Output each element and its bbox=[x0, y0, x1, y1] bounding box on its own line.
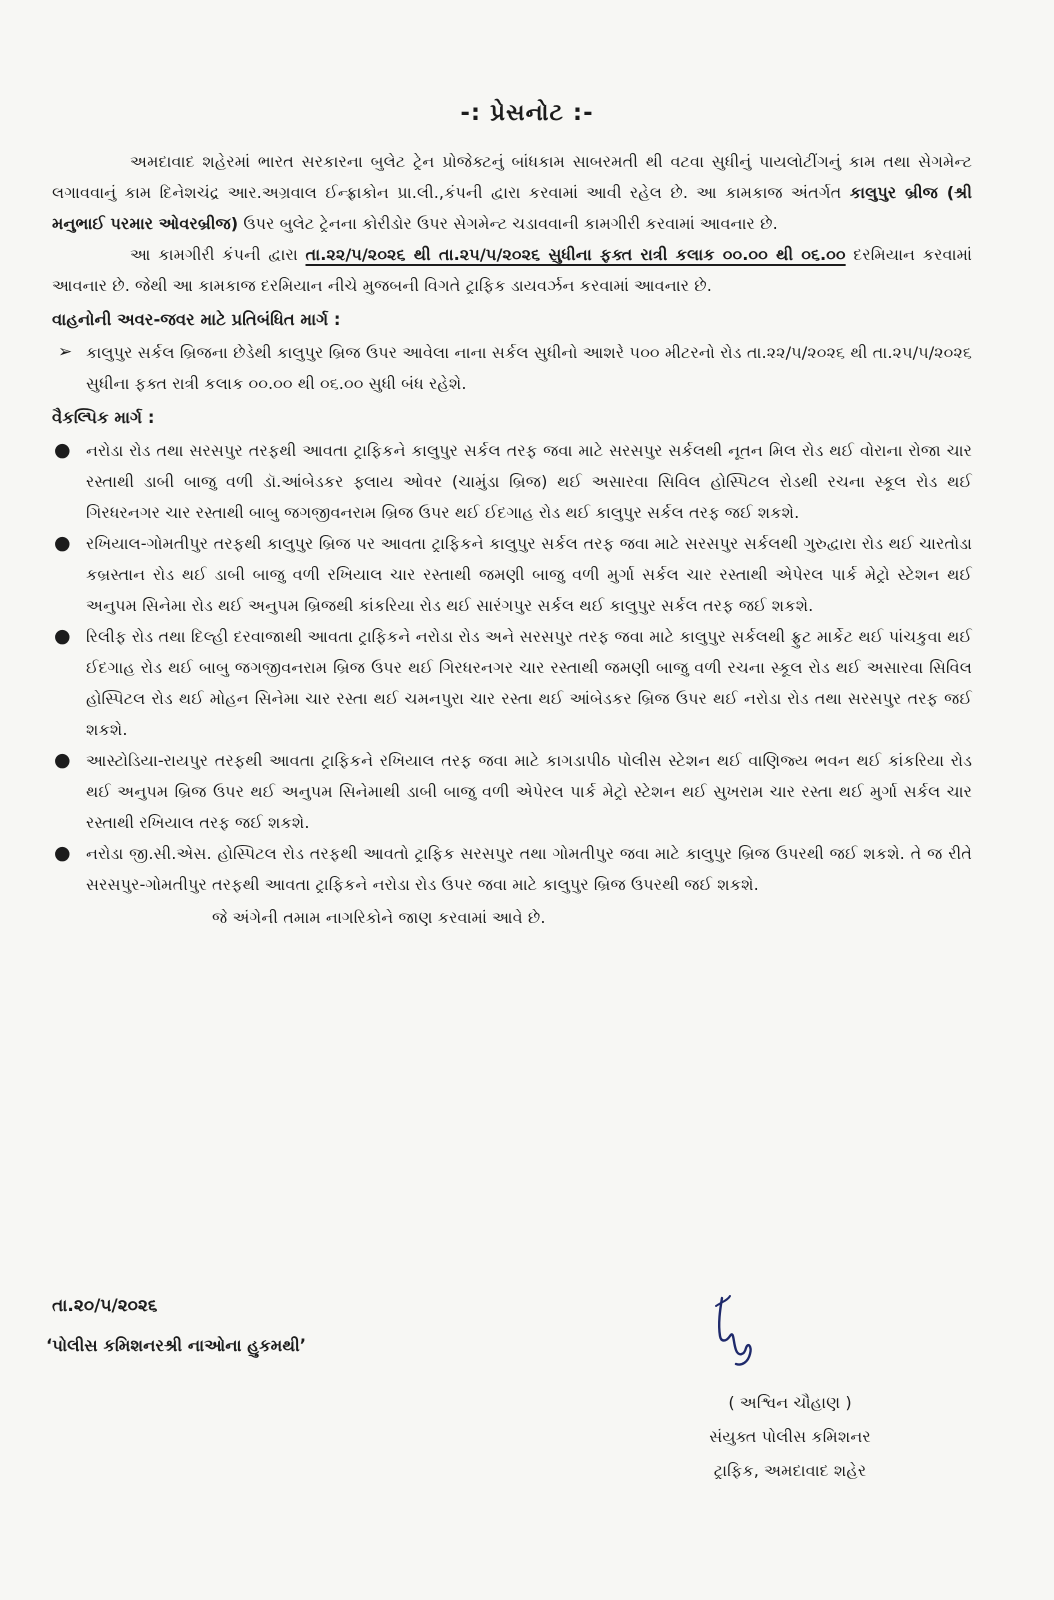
alternate-route-text: રિલીફ રોડ તથા દિલ્હી દરવાજાથી આવતા ટ્રાફિકને નરોડા રોડ અને સરસપુર તરફ જવા માટે કાલુપુર સર્કલથી ફ્રુટ માર્કેટ થઈ પાંચકુવા થઈ ઈદગાહ રોડ થઈ બાબુ જગજીવનરામ બ્રિજ ઉપર થઈ ગિરધરનગર ચાર રસ્તાથી જમણી બાજુ વળી રચના સ્કૂલ રોડ થઈ અસારવા સિવિલ હોસ્પિટલ રોડ થઈ મોહન સિનેમા ચાર રસ્તા થઈ ચમનપુરા ચાર રસ્તા થઈ આંબેડકર બ્રિજ ઉપર થઈ નરોડા રોડ તથા સરસપુર તરફ જઈ શકશે. bbox=[86, 627, 972, 739]
authority-order-line: ‘પોલીસ કમિશનરશ્રી નાઓના હુકમથી’ bbox=[46, 1336, 306, 1355]
list-item bbox=[52, 838, 972, 900]
bullet-dot-icon: ● bbox=[54, 532, 71, 554]
alternate-route-text: રખિયાલ-ગોમતીપુર તરફથી કાલુપુર બ્રિજ પર આવતા ટ્રાફિકને કાલુપુર સર્કલ તરફ જવા માટે સરસપુર સર્કલથી ગુરુદ્વારા રોડ થઈ ચારતોડા કબ્રસ્તાન રોડ થઈ ડાબી બાજુ વળી રખિયાલ ચાર રસ્તાથી જમણી બાજુ વળી મુર્ગા સર્કલ ચાર રસ્તાથી એપેરલ પાર્ક મેટ્રો સ્ટેશન થઈ અનુપમ સિનેમા રોડ થઈ અનુપમ બ્રિજથી કાંકરિયા રોડ થઈ સારંગપુર સર્કલ થઈ કાલુપુર સર્કલ તરફ જઈ શકશે. bbox=[86, 534, 972, 615]
intro-text-a: અમદાવાદ શહેરમાં ભારત સરકારના બુલેટ ટ્રેન પ્રોજેક્ટનું બાંધકામ સાબરમતી થી વટવા સુધીનું પાયલોટીંગનું કામ તથા સેગમેન્ટ લગાવવાનું કામ દિનેશચંદ્ર આર.અગ્રવાલ ઈન્ફ્રાકોન પ્રા.લી.,કંપની દ્વારા કરવામાં આવી રહેલ છે. આ કામકાજ અંતર્ગત bbox=[52, 152, 972, 202]
alternate-route-text: નરોડા રોડ તથા સરસપુર તરફથી આવતા ટ્રાફિકને કાલુપુર સર્કલ તરફ જવા માટે સરસપુર સર્કલથી નૂતન મિલ રોડ થઈ વોરાના રોજા ચાર રસ્તાથી ડાબી બાજુ વળી ડૉ.આંબેડકર ફ્લાય ઓવર (ચામુંડા બ્રિજ) થઈ અસારવા સિવિલ હોસ્પિટલ રોડથી રચના સ્કૂલ રોડ થઈ ગિરધરનગર ચાર રસ્તાથી બાબુ જગજીવનરામ બ્રિજ ઉપર થઈ ઈદગાહ રોડ થઈ કાલુપુર સર્કલ તરફ જઈ શકશે. bbox=[86, 441, 972, 522]
restricted-route-heading: વાહનોની અવર-જવર માટે પ્રતિબંધિત માર્ગ : bbox=[52, 310, 341, 329]
intro-paragraph bbox=[52, 146, 972, 239]
restricted-route-text: કાલુપુર સર્કલ બ્રિજના છેડેથી કાલુપુર બ્રિજ ઉપર આવેલા નાના સર્કલ સુધીનો આશરે ૫૦૦ મીટરનો રોડ તા.૨૨/૫/૨૦૨૬ થી તા.૨૫/૫/૨૦૨૬ સુધીના ફક્ત રાત્રી કલાક ૦૦.૦૦ થી ૦૬.૦૦ સુધી બંધ રહેશે. bbox=[86, 343, 972, 393]
closing-line: જે અંગેની તમામ નાગરિકોને જાણ કરવામાં આવે છે. bbox=[212, 908, 546, 927]
bullet-dot-icon: ● bbox=[54, 842, 71, 864]
bullet-dot-icon: ● bbox=[54, 439, 71, 461]
bullet-dot-icon: ● bbox=[54, 625, 71, 647]
issue-date: તા.૨૦/૫/૨૦૨૬ bbox=[52, 1296, 158, 1316]
signatory-name: ( અશ્વિન ચૌહાણ ) bbox=[728, 1393, 852, 1412]
alternate-route-text: નરોડા જી.સી.એસ. હોસ્પિટલ રોડ તરફથી આવતો ટ્રાફિક સરસપુર તથા ગોમતીપુર જવા માટે કાલુપુર બ્રિજ ઉપરથી જઈ શકશે. તે જ રીતે સરસપુર-ગોમતીપુર તરફથી આવતા ટ્રાફિકને નરોડા રોડ ઉપર જવા માટે કાલુપુર બ્રિજ ઉપરથી જઈ શકશે. bbox=[86, 844, 972, 894]
page-title: -: પ્રેસનોટ :- bbox=[460, 100, 594, 126]
signatory-designation: સંયુક્ત પોલીસ કમિશનર bbox=[709, 1427, 871, 1446]
intro-text-b: ઉપર બુલેટ ટ્રેનના કોરીડોર ઉપર સેગમેન્ટ ચડાવવાની કામગીરી કરવામાં આવનાર છે. bbox=[238, 214, 778, 233]
schedule-text-a: આ કામગીરી કંપની દ્વારા bbox=[130, 245, 306, 264]
restricted-route-list bbox=[52, 337, 972, 399]
signatory-block bbox=[640, 1386, 940, 1488]
list-item bbox=[52, 745, 972, 838]
press-note-body bbox=[52, 146, 972, 933]
list-item bbox=[52, 435, 972, 528]
schedule-text-b: દરમિયાન કરવામાં આવનાર છે. જેથી આ કામકાજ દરમિયાન નીચે મુજબની વિગતે ટ્રાફિક ડાયવર્ઝન કરવામાં આવનાર છે. bbox=[52, 245, 972, 295]
schedule-dates: તા.૨૨/૫/૨૦૨૬ થી તા.૨૫/૫/૨૦૨૬ સુધીના ફક્ત રાત્રી કલાક ૦૦.૦૦ થી ૦૬.૦૦ bbox=[305, 245, 846, 264]
signatory-office: ટ્રાફિક, અમદાવાદ શહેર bbox=[713, 1461, 867, 1480]
schedule-paragraph bbox=[52, 239, 972, 301]
list-item bbox=[52, 621, 972, 745]
alternate-route-heading: વૈકલ્પિક માર્ગ : bbox=[52, 408, 155, 427]
bullet-dot-icon: ● bbox=[54, 749, 71, 771]
intro-bridge-name: કાલુપુર બ્રીજ (શ્રી મનુભાઈ પરમાર ઓવરબ્રીજ) bbox=[52, 183, 972, 233]
alternate-route-text: આસ્ટોડિયા-રાયપુર તરફથી આવતા ટ્રાફિકને રખિયાલ તરફ જવા માટે કાગડાપીઠ પોલીસ સ્ટેશન થઈ વાણિજ્ય ભવન થઈ કાંકરિયા રોડ થઈ અનુપમ બ્રિજ ઉપર થઈ અનુપમ સિનેમાથી ડાબી બાજુ વળી એપેરલ પાર્ક મેટ્રો સ્ટેશન થઈ સુખરામ ચાર રસ્તા થઈ મુર્ગા સર્કલ ચાર રસ્તાથી રખિયાલ તરફ જઈ શકશે. bbox=[86, 751, 972, 832]
arrow-bullet-icon: ➢ bbox=[58, 342, 73, 362]
alternate-route-list bbox=[52, 435, 972, 900]
list-item bbox=[52, 337, 972, 399]
handwritten-signature bbox=[700, 1290, 770, 1370]
list-item bbox=[52, 528, 972, 621]
